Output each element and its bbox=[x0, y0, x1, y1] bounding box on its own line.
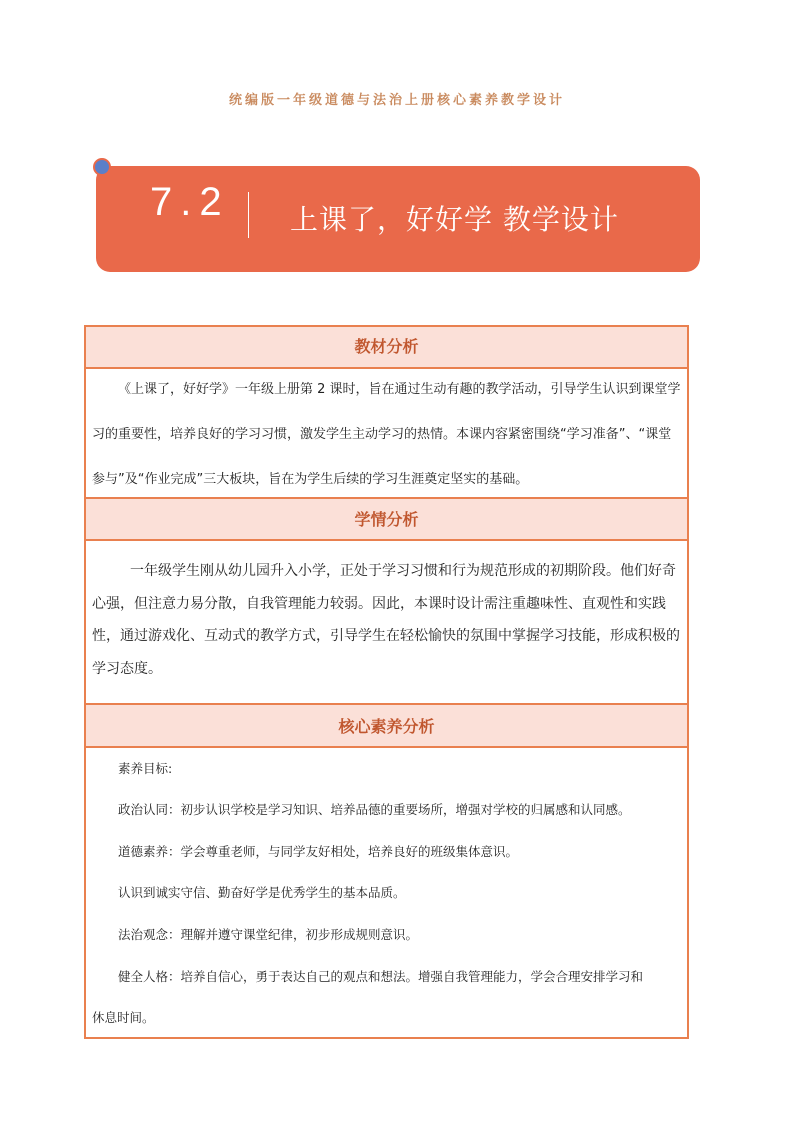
title-banner bbox=[96, 166, 700, 272]
core-analysis-body bbox=[92, 759, 682, 1029]
core-analysis-heading: 核心素养分析 bbox=[86, 703, 687, 748]
lesson-title: 上课了，好好学 教学设计 bbox=[290, 203, 619, 236]
student-analysis-heading: 学情分析 bbox=[86, 497, 687, 541]
core-moral: 道德素养：学会尊重老师，与同学友好相处，培养良好的班级集体意识。 bbox=[118, 844, 519, 859]
textbook-analysis-heading: 教材分析 bbox=[86, 327, 687, 369]
core-goal-label: 素养目标: bbox=[118, 761, 173, 776]
core-personality-line2: 休息时间。 bbox=[92, 1010, 155, 1025]
lesson-number: 7.2 bbox=[150, 180, 230, 224]
textbook-analysis-body bbox=[92, 367, 682, 502]
banner-divider bbox=[248, 192, 249, 238]
textbook-analysis-text: 《上课了，好好学》一年级上册第 2 课时，旨在通过生动有趣的教学活动，引导学生认识到课堂学习的重要性，培养良好的学习习惯，激发学生主动学习的热情。本课内容紧密围绕“学习准备”、“课堂参与”及“作业完成”三大板块，旨在为学生后续的学习生涯奠定坚实的基础。 bbox=[92, 382, 681, 487]
document-header: 统编版一年级道德与法治上册核心素养教学设计 bbox=[228, 93, 565, 108]
core-personality-line1: 健全人格：培养自信心，勇于表达自己的观点和想法。增强自我管理能力，学会合理安排学习和 bbox=[118, 969, 644, 984]
analysis-table bbox=[84, 325, 689, 1039]
student-analysis-body bbox=[92, 555, 682, 685]
core-law: 法治观念：理解并遵守课堂纪律，初步形成规则意识。 bbox=[118, 927, 419, 942]
core-political: 政治认同：初步认识学校是学习知识、培养品德的重要场所，增强对学校的归属感和认同感。 bbox=[118, 802, 631, 817]
core-honesty: 认识到诚实守信、勤奋好学是优秀学生的基本品质。 bbox=[118, 885, 406, 900]
student-analysis-text: 一年级学生刚从幼儿园升入小学，正处于学习习惯和行为规范形成的初期阶段。他们好奇心强，但注意力易分散，自我管理能力较弱。因此，本课时设计需注重趣味性、直观性和实践性，通过游戏化、互动式的教学方式，引导学生在轻松愉快的氛围中掌握学习技能，形成积极的学习态度。 bbox=[92, 563, 680, 677]
decorative-dot-icon bbox=[93, 158, 111, 176]
